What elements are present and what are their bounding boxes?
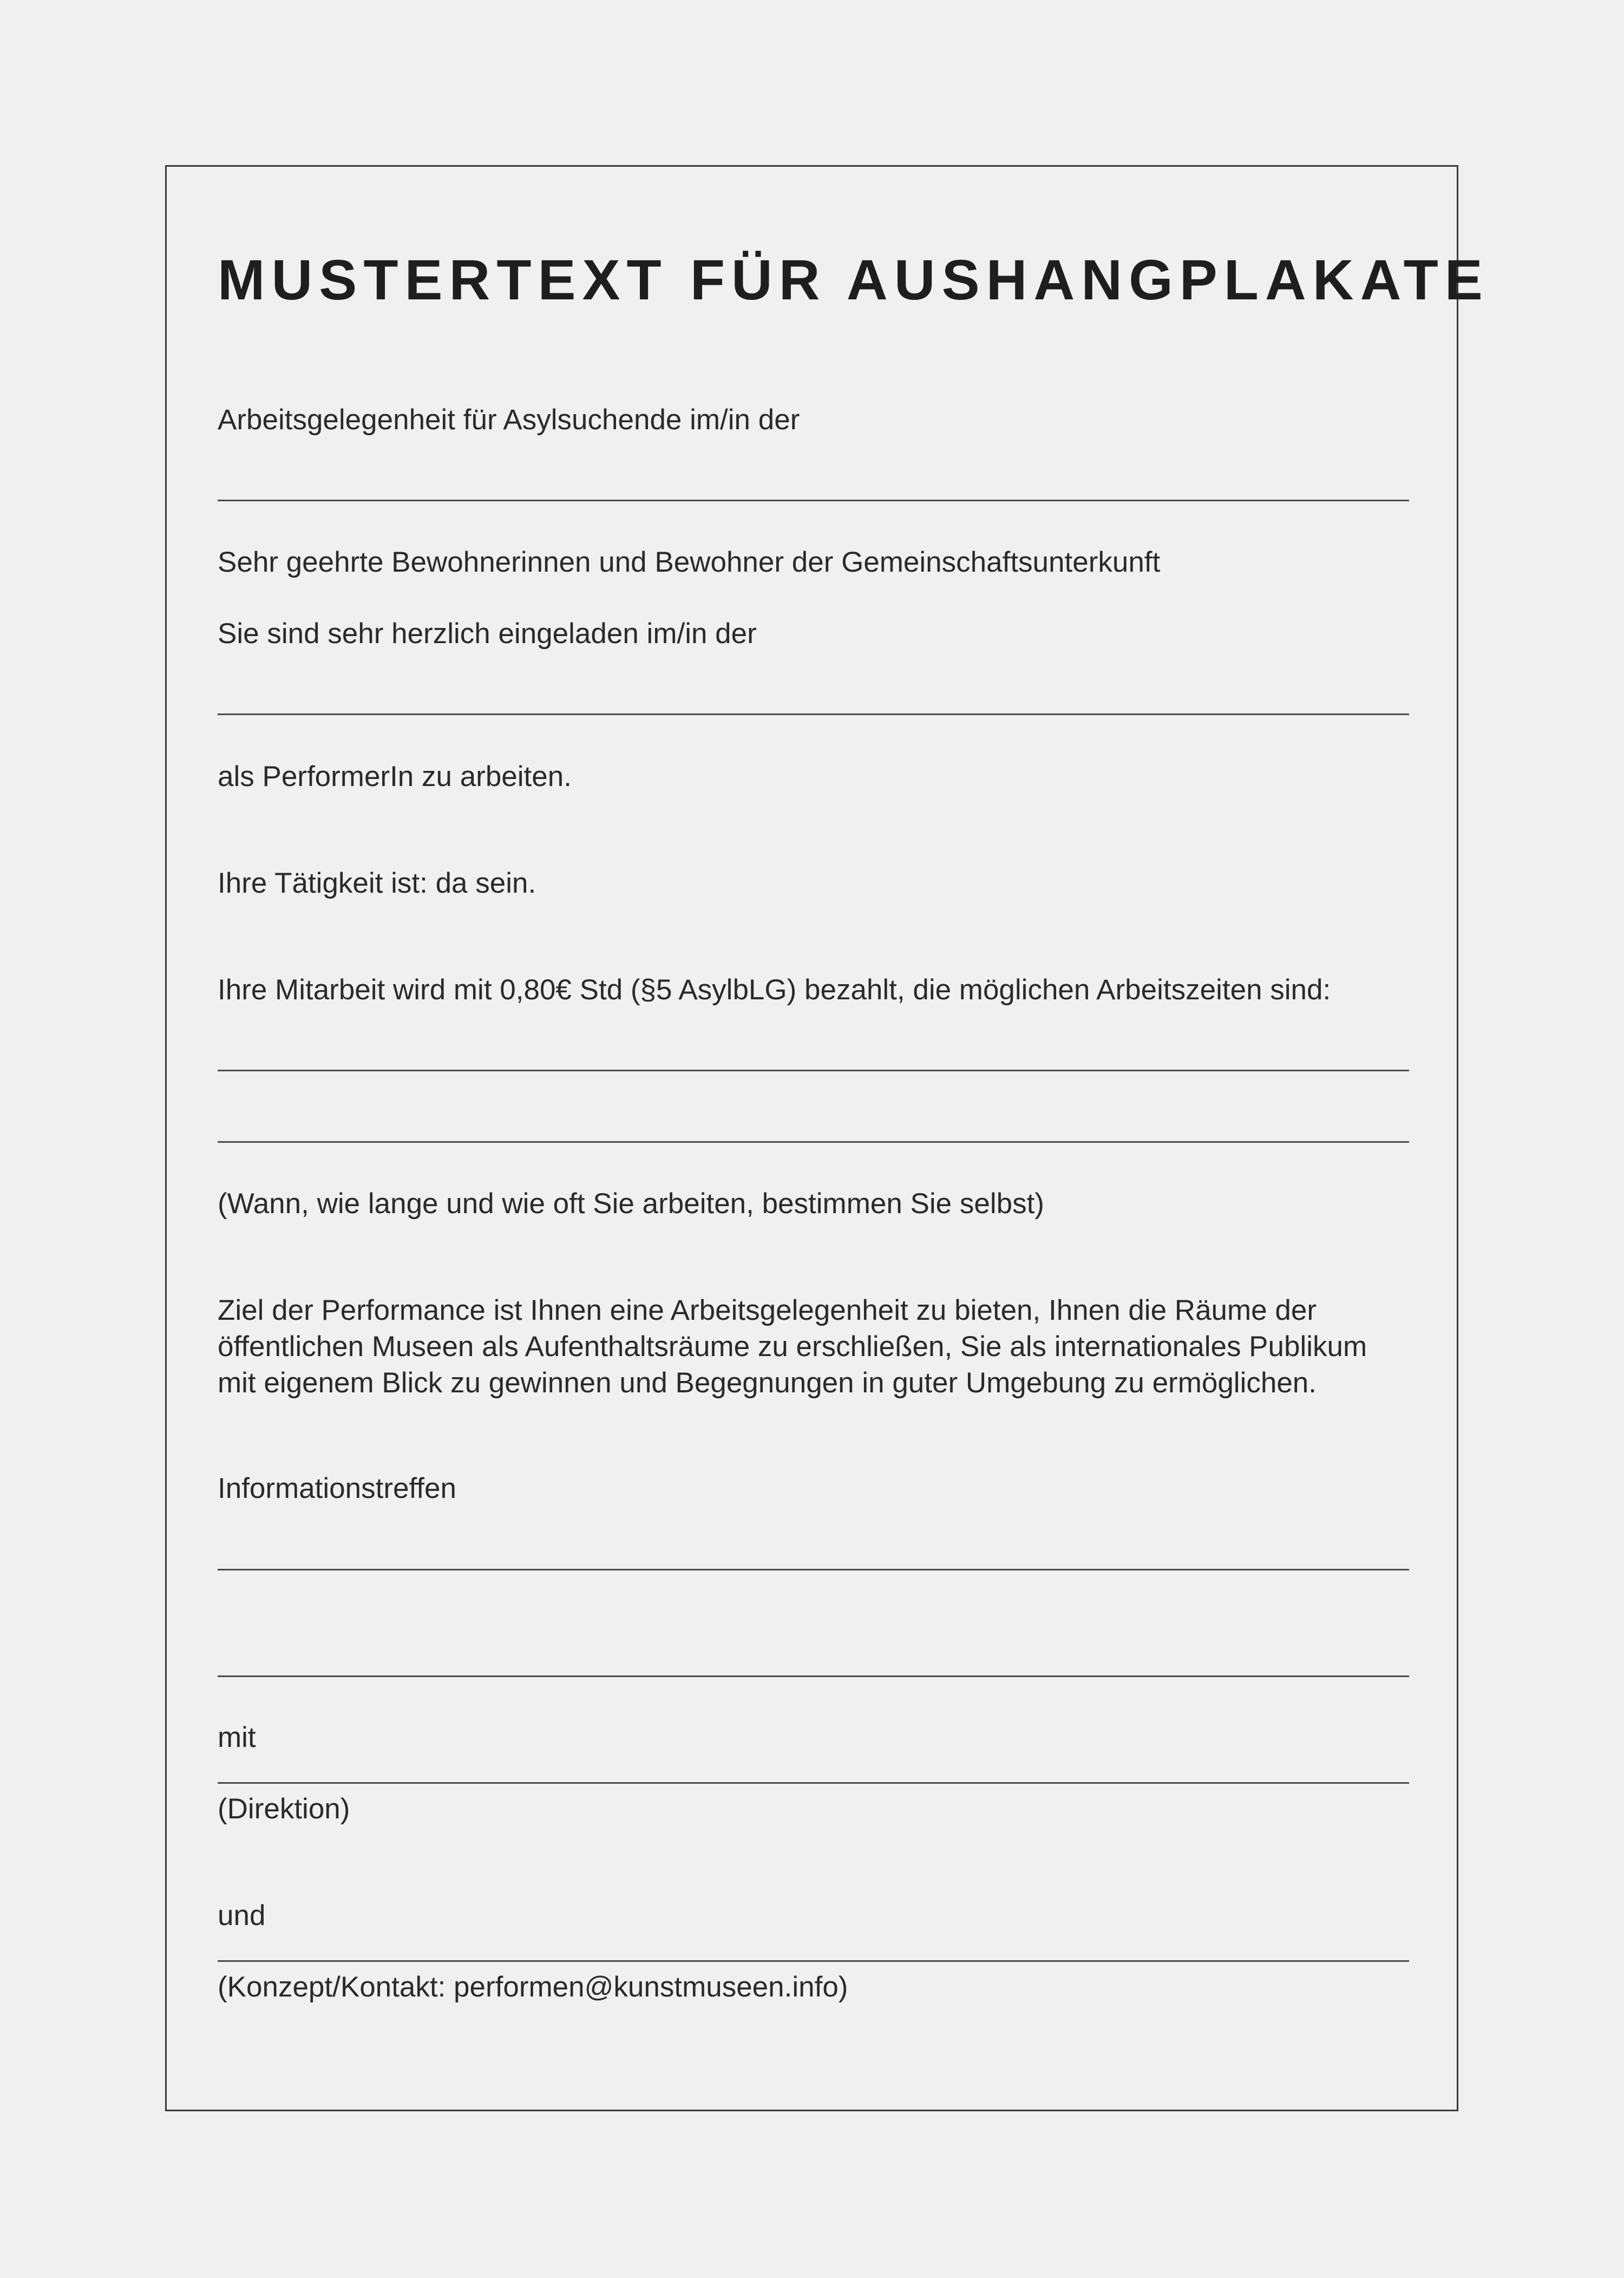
fill-in-line-hours-2 bbox=[218, 1141, 1409, 1143]
arbeitsgelegenheit-label: Arbeitsgelegenheit für Asylsuchende im/in der bbox=[218, 404, 800, 436]
payment-text: Ihre Mitarbeit wird mit 0,80€ Std (§5 AsylbLG) bezahlt, die möglichen Arbeitszeiten sind: bbox=[218, 974, 1331, 1006]
fill-in-line-direktion bbox=[218, 1782, 1409, 1784]
info-meeting-label: Informationstreffen bbox=[218, 1472, 456, 1504]
direktion-label: (Direktion) bbox=[218, 1793, 350, 1825]
activity-text: Ihre Tätigkeit ist: da sein. bbox=[218, 867, 536, 899]
goal-paragraph: Ziel der Performance ist Ihnen eine Arbeitsgelegenheit zu bieten, Ihnen die Räume der öffentlichen Museen als Aufenthaltsräume zu erschließen, Sie als internationales Publikum mit eigenem Blick zu gewinnen und Begegnungen in guter Umgebung zu ermöglichen. bbox=[218, 1294, 1367, 1399]
invitation-text: Sie sind sehr herzlich eingeladen im/in der bbox=[218, 618, 757, 650]
fill-in-line-venue bbox=[218, 713, 1409, 715]
fill-in-line-info-1 bbox=[218, 1569, 1409, 1570]
fill-in-line-kontakt bbox=[218, 1960, 1409, 1962]
poster-title: MUSTERTEXT FÜR AUSHANGPLAKATE bbox=[218, 248, 1489, 312]
greeting-text: Sehr geehrte Bewohnerinnen und Bewohner der Gemeinschaftsunterkunft bbox=[218, 546, 1161, 578]
fill-in-line-hours-1 bbox=[218, 1070, 1409, 1071]
performer-text: als PerformerIn zu arbeiten. bbox=[218, 761, 572, 793]
fill-in-line-location bbox=[218, 500, 1409, 501]
und-label: und bbox=[218, 1900, 266, 1932]
fill-in-line-info-2 bbox=[218, 1675, 1409, 1677]
poster-frame bbox=[165, 165, 1458, 2111]
mit-label: mit bbox=[218, 1721, 256, 1753]
contact-label: (Konzept/Kontakt: performen@kunstmuseen.info) bbox=[218, 1971, 848, 2003]
schedule-note: (Wann, wie lange und wie oft Sie arbeiten, bestimmen Sie selbst) bbox=[218, 1188, 1044, 1220]
